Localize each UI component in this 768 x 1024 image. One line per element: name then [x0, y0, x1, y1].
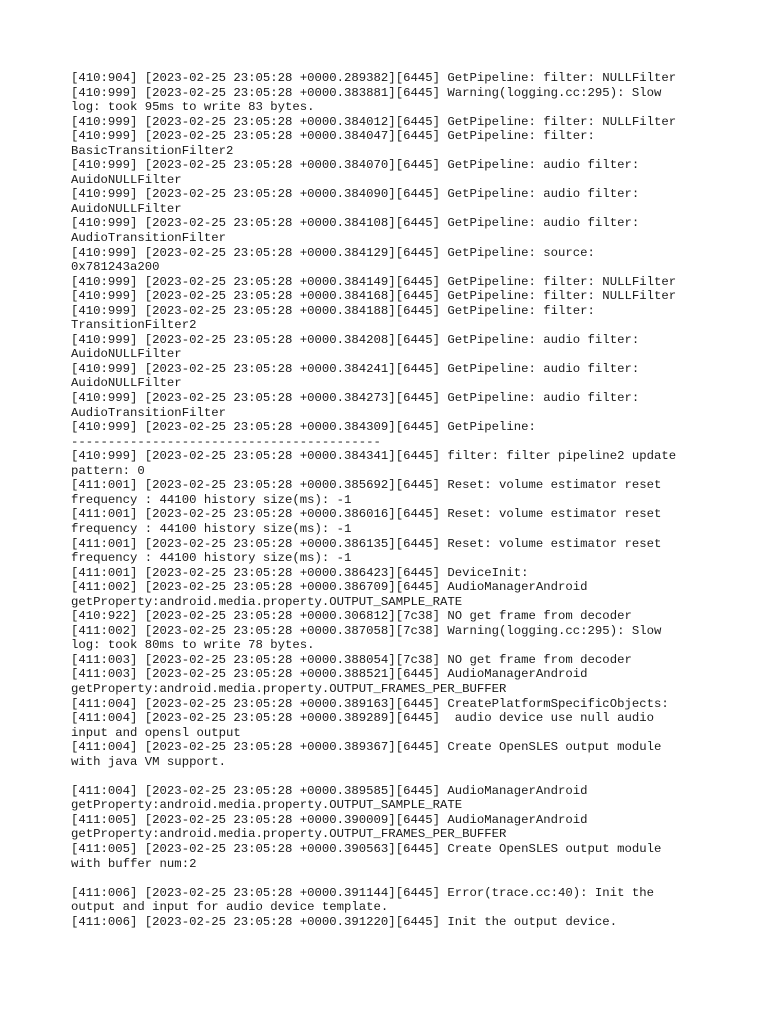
log-line: [411:005] [2023-02-25 23:05:28 +0000.390009][6445] AudioManagerAndroid — [71, 812, 588, 827]
log-line: [410:999] [2023-02-25 23:05:28 +0000.384108][6445] GetPipeline: audio filter: — [71, 216, 640, 231]
log-text-block — [71, 71, 711, 929]
log-line: with java VM support. — [71, 754, 226, 769]
log-line: [410:922] [2023-02-25 23:05:28 +0000.306812][7c38] NO get frame from decoder — [71, 609, 632, 624]
log-line: pattern: 0 — [71, 463, 145, 478]
log-line: [410:904] [2023-02-25 23:05:28 +0000.289382][6445] GetPipeline: filter: NULLFilter — [71, 71, 677, 85]
log-line: [410:999] [2023-02-25 23:05:28 +0000.384168][6445] GetPipeline: filter: NULLFilter — [71, 289, 677, 304]
log-line: [410:999] [2023-02-25 23:05:28 +0000.384047][6445] GetPipeline: filter: — [71, 129, 595, 144]
log-line: [411:005] [2023-02-25 23:05:28 +0000.390563][6445] Create OpenSLES output module — [71, 841, 662, 856]
log-line: 0x781243a200 — [71, 260, 160, 275]
log-line: frequency : 44100 history size(ms): -1 — [71, 551, 352, 566]
log-line: getProperty:android.media.property.OUTPUT_SAMPLE_RATE — [71, 594, 463, 609]
log-line: frequency : 44100 history size(ms): -1 — [71, 492, 352, 507]
log-line: [411:004] [2023-02-25 23:05:28 +0000.389163][6445] CreatePlatformSpecificObjects: — [71, 696, 669, 711]
log-line: log: took 95ms to write 83 bytes. — [71, 100, 315, 115]
log-line: [410:999] [2023-02-25 23:05:28 +0000.383881][6445] Warning(logging.cc:295): Slow — [71, 85, 662, 100]
log-line: [410:999] [2023-02-25 23:05:28 +0000.384070][6445] GetPipeline: audio filter: — [71, 158, 640, 173]
log-line: AuidoNULLFilter — [71, 172, 182, 187]
log-line: getProperty:android.media.property.OUTPUT_SAMPLE_RATE — [71, 798, 463, 813]
log-line: with buffer num:2 — [71, 856, 197, 871]
log-line: output and input for audio device template. — [71, 900, 389, 915]
log-line: [411:003] [2023-02-25 23:05:28 +0000.388054][7c38] NO get frame from decoder — [71, 652, 632, 667]
log-line: [410:999] [2023-02-25 23:05:28 +0000.384129][6445] GetPipeline: source: — [71, 245, 595, 260]
log-line: [410:999] [2023-02-25 23:05:28 +0000.384309][6445] GetPipeline: — [71, 420, 536, 435]
log-line: [411:001] [2023-02-25 23:05:28 +0000.385692][6445] Reset: volume estimator reset — [71, 478, 662, 493]
log-line: [410:999] [2023-02-25 23:05:28 +0000.384273][6445] GetPipeline: audio filter: — [71, 391, 640, 406]
log-line: [411:004] [2023-02-25 23:05:28 +0000.389585][6445] AudioManagerAndroid — [71, 783, 588, 798]
log-line: [411:004] [2023-02-25 23:05:28 +0000.389289][6445] audio device use null audio — [71, 711, 654, 726]
log-line: [411:006] [2023-02-25 23:05:28 +0000.391220][6445] Init the output device. — [71, 914, 618, 929]
log-line: [411:004] [2023-02-25 23:05:28 +0000.389367][6445] Create OpenSLES output module — [71, 740, 662, 755]
log-line: AuidoNULLFilter — [71, 347, 182, 362]
log-line: [411:003] [2023-02-25 23:05:28 +0000.388521][6445] AudioManagerAndroid — [71, 667, 588, 682]
log-line: [410:999] [2023-02-25 23:05:28 +0000.384188][6445] GetPipeline: filter: — [71, 303, 595, 318]
log-line: [411:001] [2023-02-25 23:05:28 +0000.386016][6445] Reset: volume estimator reset — [71, 507, 662, 522]
log-line: [410:999] [2023-02-25 23:05:28 +0000.384208][6445] GetPipeline: audio filter: — [71, 332, 640, 347]
log-line: [410:999] [2023-02-25 23:05:28 +0000.384012][6445] GetPipeline: filter: NULLFilter — [71, 114, 677, 129]
log-line: frequency : 44100 history size(ms): -1 — [71, 521, 352, 536]
log-line: getProperty:android.media.property.OUTPUT_FRAMES_PER_BUFFER — [71, 681, 507, 696]
log-line: AudioTransitionFilter — [71, 405, 226, 420]
log-line: input and opensl output — [71, 725, 241, 740]
log-blank-line — [71, 871, 711, 886]
log-line: [411:001] [2023-02-25 23:05:28 +0000.386135][6445] Reset: volume estimator reset — [71, 536, 662, 551]
log-line: AuidoNULLFilter — [71, 376, 182, 391]
log-line: [410:999] [2023-02-25 23:05:28 +0000.384341][6445] filter: filter pipeline2 update — [71, 449, 677, 464]
log-line: TransitionFilter2 — [71, 318, 197, 333]
log-line: [410:999] [2023-02-25 23:05:28 +0000.384090][6445] GetPipeline: audio filter: — [71, 187, 640, 202]
log-line: [411:002] [2023-02-25 23:05:28 +0000.387058][7c38] Warning(logging.cc:295): Slow — [71, 623, 662, 638]
log-line: BasicTransitionFilter2 — [71, 143, 234, 158]
log-line: AuidoNULLFilter — [71, 201, 182, 216]
log-line: [411:001] [2023-02-25 23:05:28 +0000.386423][6445] DeviceInit: — [71, 565, 529, 580]
log-line: ------------------------------------------ — [71, 434, 381, 449]
log-line: AudioTransitionFilter — [71, 231, 226, 246]
log-blank-line — [71, 769, 711, 784]
log-line: getProperty:android.media.property.OUTPUT_FRAMES_PER_BUFFER — [71, 827, 507, 842]
log-line: [410:999] [2023-02-25 23:05:28 +0000.384241][6445] GetPipeline: audio filter: — [71, 361, 640, 376]
log-line: log: took 80ms to write 78 bytes. — [71, 638, 315, 653]
log-line: [410:999] [2023-02-25 23:05:28 +0000.384149][6445] GetPipeline: filter: NULLFilter — [71, 274, 677, 289]
log-line: [411:006] [2023-02-25 23:05:28 +0000.391144][6445] Error(trace.cc:40): Init the — [71, 885, 654, 900]
log-line: [411:002] [2023-02-25 23:05:28 +0000.386709][6445] AudioManagerAndroid — [71, 580, 588, 595]
